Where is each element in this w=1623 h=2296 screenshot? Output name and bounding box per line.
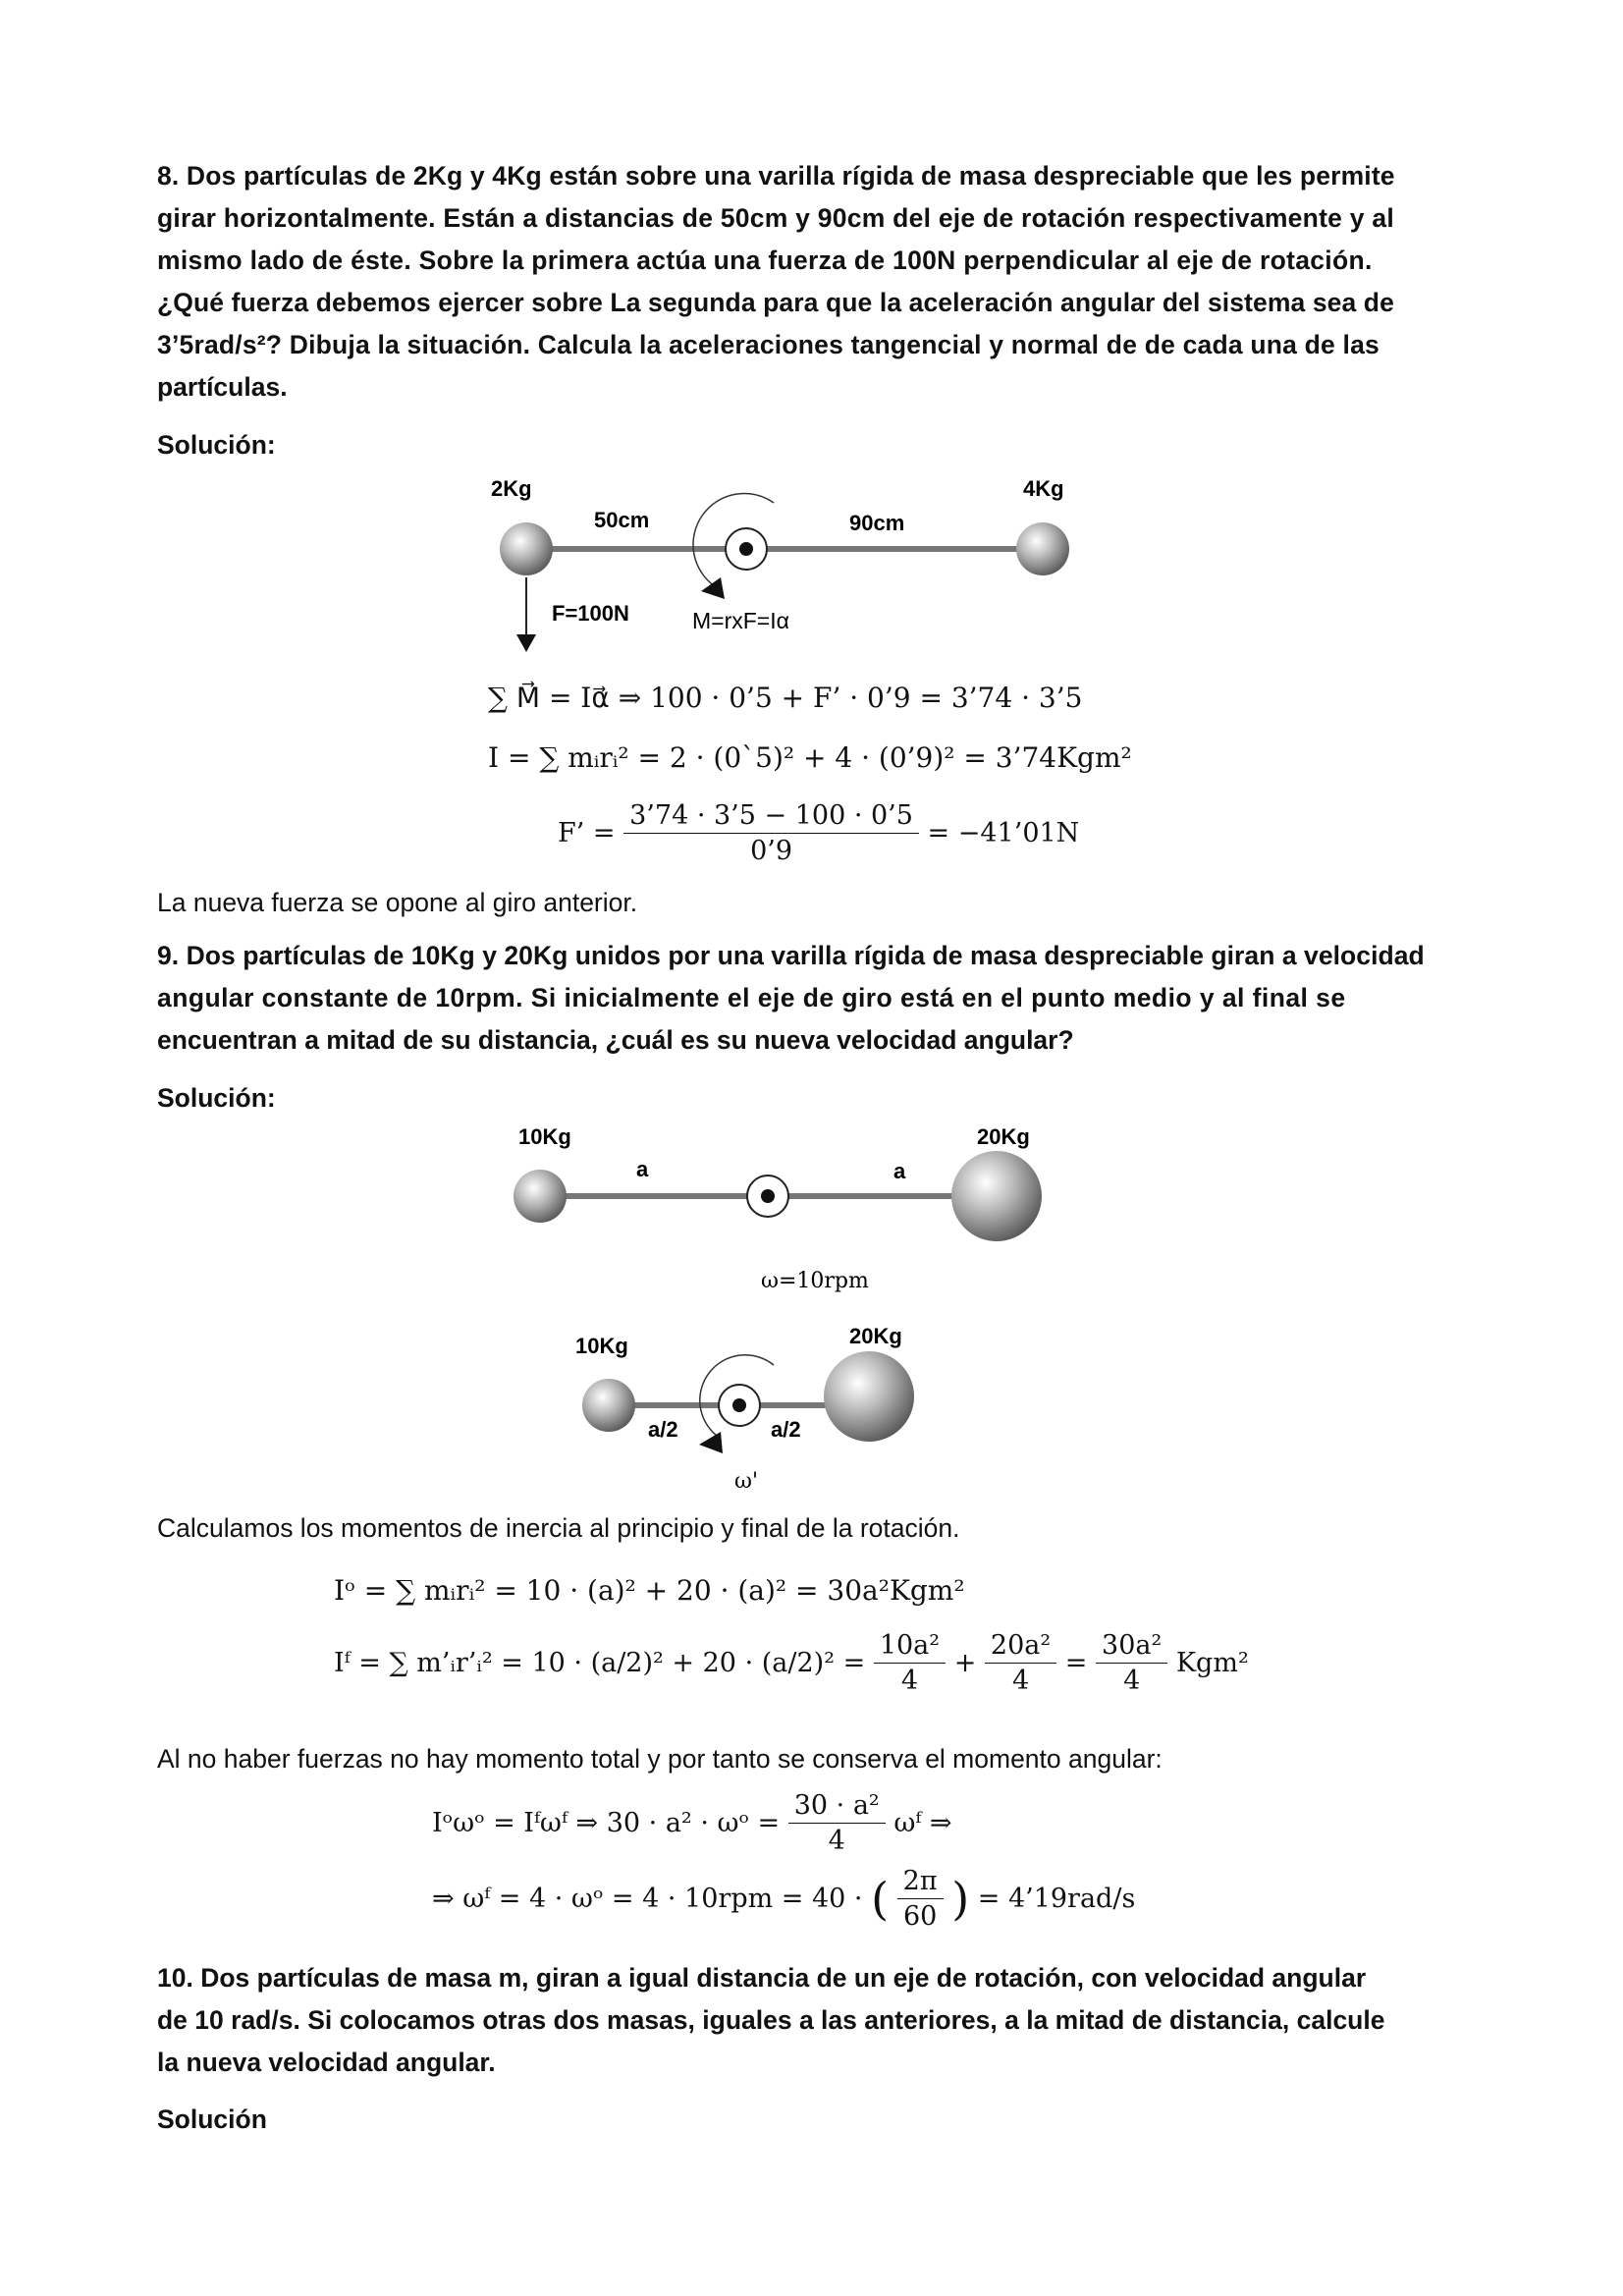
p9-eq-Io: Iᵒ = ∑ mᵢrᵢ² = 10 · (a)² + 20 · (a)² = 30a²Kgm²: [334, 1574, 965, 1607]
p8-line-2: girar horizontalmente. Están a distancias de 50cm y 90cm del eje de rotación respectivamente y al: [157, 203, 1394, 233]
mass-4kg-ball: [1016, 522, 1069, 575]
eqIf-plus1: + 20 ·: [672, 1648, 754, 1678]
eqL2-den: 60: [902, 1901, 938, 1932]
figure-rotating-rod-1: [461, 462, 1090, 668]
eqIf-frac1: [874, 1630, 946, 1696]
eqIf-term2: (a/2)²: [761, 1648, 836, 1678]
frac1-num: 10a²: [874, 1630, 946, 1664]
label-dist-left: a: [636, 1157, 649, 1181]
rotation-arrowhead: [701, 577, 725, 599]
p9-eq-If: [334, 1630, 1249, 1696]
eq3-denominator: 0’9: [750, 836, 793, 866]
figure-rotating-rod-3: [550, 1306, 962, 1503]
eq3-rhs: = −41’01N: [927, 818, 1080, 848]
eq3-fraction: [623, 800, 919, 866]
p8-line-1: 8. Dos partículas de 2Kg y 4Kg están sobre una varilla rígida de masa despreciable que les permite: [157, 161, 1395, 191]
axis-dot: [739, 542, 753, 556]
label-omega-prime: ω': [734, 1469, 758, 1494]
label-dist-right: a: [893, 1159, 906, 1183]
force-arrowhead: [516, 634, 536, 652]
axis-dot: [761, 1189, 775, 1203]
mass-20kg-ball: [951, 1151, 1042, 1241]
eqL1-den: 4: [828, 1826, 845, 1856]
frac3-num: 30a²: [1096, 1630, 1167, 1664]
eqL1-num: 30 · a²: [788, 1790, 886, 1824]
label-mass-left: 2Kg: [491, 476, 532, 501]
label-dist-right: a/2: [771, 1417, 801, 1442]
p8-solution-label: Solución:: [157, 430, 276, 460]
problem-10-statement: [157, 1957, 1404, 2084]
eqIf-eq2: =: [1064, 1648, 1088, 1678]
label-mass-left: 10Kg: [575, 1334, 628, 1358]
eq3-numerator: 3’74 · 3’5 − 100 · 0’5: [623, 800, 919, 834]
label-mass-right: 20Kg: [977, 1124, 1030, 1149]
label-mass-right: 4Kg: [1023, 476, 1064, 501]
mass-10kg-ball: [514, 1170, 567, 1223]
p10-line-3: la nueva velocidad angular.: [157, 2048, 496, 2077]
eqL1-lhs: Iᵒωᵒ = Iᶠωᶠ ⇒ 30 · a² · ωᵒ =: [432, 1808, 781, 1838]
eqL2-num: 2π: [897, 1866, 944, 1899]
eqIf-frac3: [1096, 1630, 1167, 1696]
p8-line-4: ¿Qué fuerza debemos ejercer sobre La segunda para que la aceleración angular del sistema sea de: [157, 288, 1394, 317]
label-omega: ω=10rpm: [761, 1269, 869, 1293]
problem-9-statement: [157, 935, 1425, 1062]
p9-solution-label: Solución:: [157, 1083, 276, 1113]
label-mass-left: 10Kg: [518, 1124, 571, 1149]
p9-eq-L1: [432, 1790, 952, 1856]
eqIf-unit: Kgm²: [1175, 1648, 1249, 1678]
frac2-den: 4: [1011, 1666, 1030, 1696]
p8-eq-inertia: I = ∑ mᵢrᵢ² = 2 · (0`5)² + 4 · (0’9)² = 3’74Kgm²: [488, 741, 1132, 774]
frac1-den: 4: [900, 1666, 919, 1696]
p8-line-3: mismo lado de éste. Sobre la primera actúa una fuerza de 100N perpendicular al eje de rotación.: [157, 246, 1373, 275]
p9-text-conservation: Al no haber fuerzas no hay momento total y por tanto se conserva el momento angular:: [157, 1744, 1163, 1774]
p9-line-1: 9. Dos partículas de 10Kg y 20Kg unidos por una varilla rígida de masa despreciable giran a velocidad: [157, 941, 1425, 970]
axis-dot: [732, 1398, 746, 1412]
frac2-num: 20a²: [985, 1630, 1056, 1664]
label-moment: M=rxF=Iα: [692, 608, 789, 633]
p10-line-2: de 10 rad/s. Si colocamos otras dos masas, iguales a las anteriores, a la mitad de distancia, calcule: [157, 2005, 1385, 2035]
eqL2-rhs: = 4’19rad/s: [977, 1884, 1136, 1914]
label-mass-right: 20Kg: [849, 1324, 902, 1348]
frac3-den: 4: [1123, 1666, 1141, 1696]
p8-eq-torque: ∑ M⃗ = Iα⃗ ⇒ 100 · 0’5 + F’ · 0’9 = 3’74 · 3’5: [488, 682, 1083, 714]
p9-line-2: angular constante de 10rpm. Si inicialmente el eje de giro está en el punto medio y al final se: [157, 983, 1346, 1012]
eqIf-term1: (a/2)²: [590, 1648, 664, 1678]
eqL2-paren-close: ): [951, 1872, 970, 1926]
mass-10kg-ball: [582, 1379, 635, 1432]
mass-20kg-ball: [824, 1351, 914, 1442]
p10-line-1: 10. Dos partículas de masa m, giran a igual distancia de un eje de rotación, con velocidad angular: [157, 1963, 1367, 1993]
label-dist-left: a/2: [648, 1417, 678, 1442]
eqL2-frac: [897, 1866, 944, 1932]
eqIf-plus2: +: [953, 1648, 977, 1678]
eqL1-frac: [788, 1790, 886, 1856]
figure-rotating-rod-2: [491, 1115, 1080, 1301]
label-force: F=100N: [552, 601, 629, 626]
eqIf-lhs: Iᶠ = ∑ m’ᵢr’ᵢ² = 10 ·: [334, 1648, 582, 1678]
label-dist-left: 50cm: [594, 508, 650, 532]
rotation-arrowhead: [699, 1432, 723, 1453]
eqIf-frac2: [985, 1630, 1056, 1696]
eqL2-lhs: ⇒ ωᶠ = 4 · ωᵒ = 4 · 10rpm = 40 ·: [432, 1884, 863, 1914]
p9-eq-L2: [432, 1866, 1135, 1932]
eq3-lhs: F’ =: [558, 818, 616, 848]
p8-conclusion: La nueva fuerza se opone al giro anterior.: [157, 888, 638, 917]
p10-solution-label: Solución: [157, 2105, 267, 2134]
eqL2-paren-open: (: [871, 1872, 890, 1926]
p8-line-5: 3’5rad/s²? Dibuja la situación. Calcula la aceleraciones tangencial y normal de de cada una de las: [157, 330, 1380, 359]
p9-text-inertia: Calculamos los momentos de inercia al principio y final de la rotación.: [157, 1513, 960, 1543]
eqIf-eq: =: [842, 1648, 866, 1678]
problem-8-statement: [157, 155, 1404, 409]
p8-line-6: partículas.: [157, 372, 288, 402]
label-dist-right: 90cm: [849, 511, 905, 535]
p9-line-3: encuentran a mitad de su distancia, ¿cuál es su nueva velocidad angular?: [157, 1025, 1074, 1055]
eqL1-rhs: ωᶠ ⇒: [893, 1808, 952, 1838]
p8-eq-force: [558, 800, 1079, 866]
mass-2kg-ball: [500, 522, 553, 575]
